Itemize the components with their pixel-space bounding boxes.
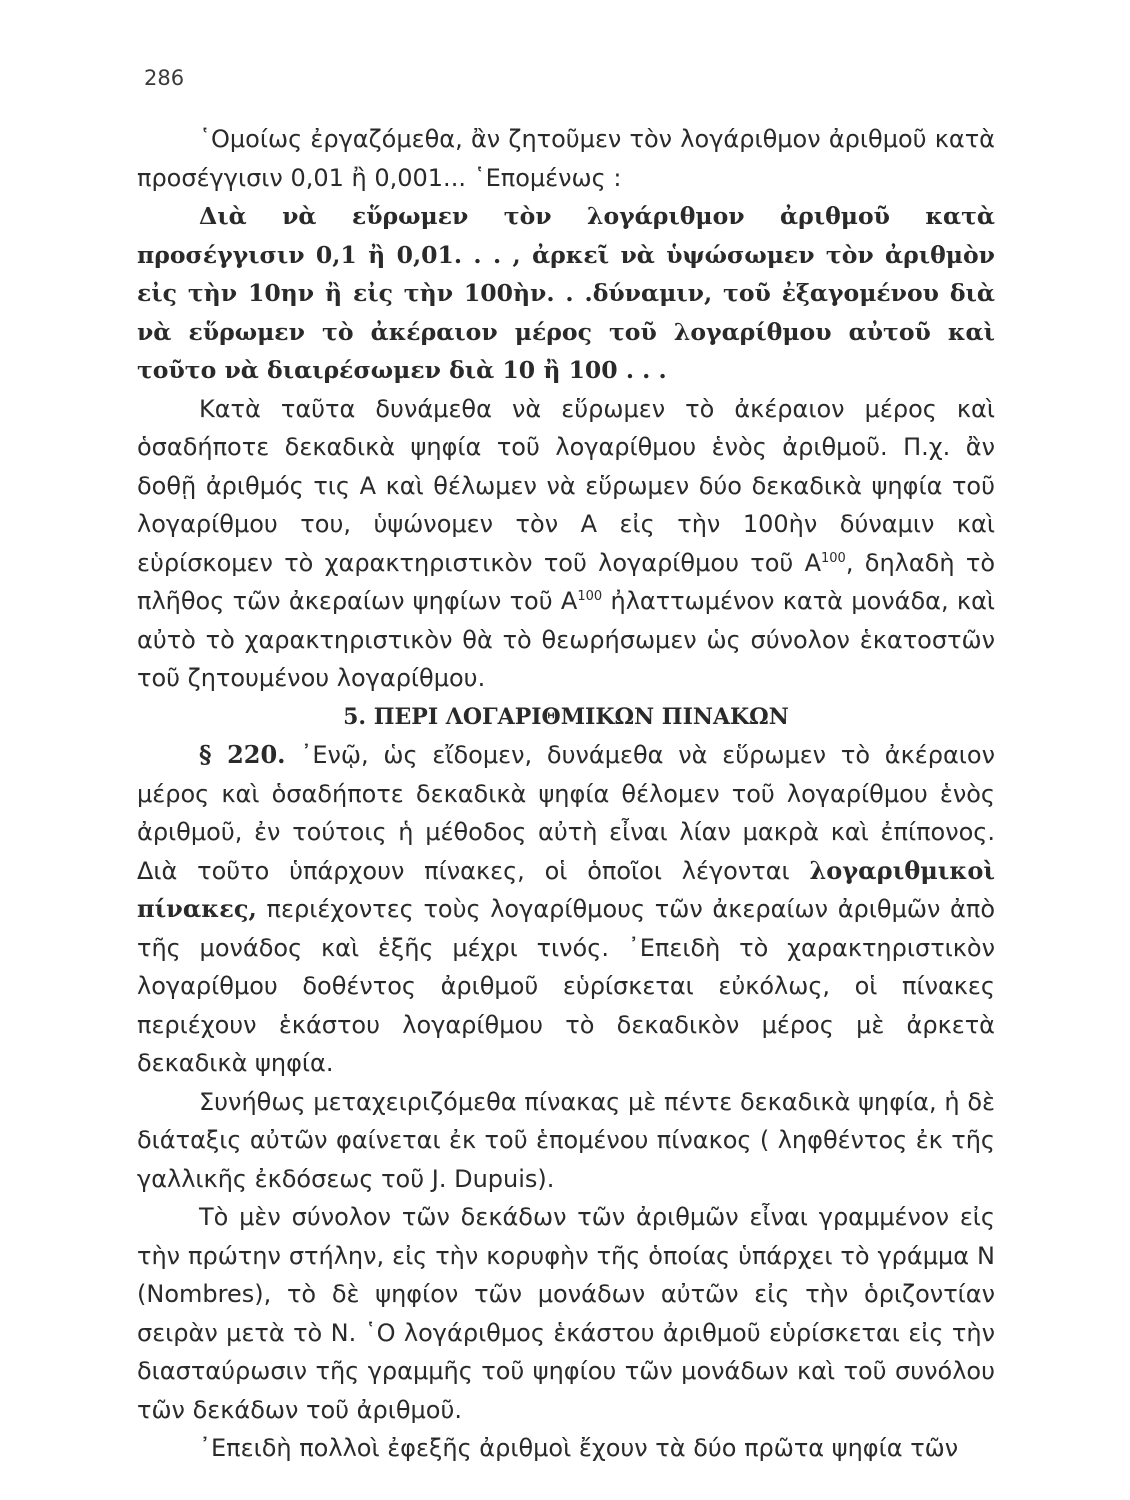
paragraph-4-text-a: ᾿Ενῷ, ὡς εἴδομεν, δυνάμεθα νὰ εὕρωμεν τὸ ἀκέραιον μέρος καὶ ὁσαδήποτε δεκαδικὰ ψηφία θέλομεν τοῦ λογαρίθμου ἑνὸς ἀριθμοῦ, ἐν τούτοις ἡ μέθοδος αὐτὴ εἶναι λίαν μακρὰ καὶ ἐπίπονος. Διὰ τοῦτο ὑπάρχουν πίνακες, οἱ ὁποῖοι λέγονται [137,741,996,885]
superscript-100-b: 100 [577,589,603,604]
paragraph-6: Τὸ μὲν σύνολον τῶν δεκάδων τῶν ἀριθμῶν εἶναι γραμμένον εἰς τὴν πρώτην στήλην, εἰς τὴν κορυφὴν τῆς ὁποίας ὑπάρχει τὸ γράμμα N (Nombres), τὸ δὲ ψηφίον τῶν μονάδων αὐτῶν εἰς τὴν ὁριζοντίαν σειρὰν μετὰ τὸ N. ῾Ο λογάριθμος ἑκάστου ἀριθμοῦ εὑρίσκεται εἰς τὴν διασταύρωσιν τῆς γραμμῆς τοῦ ψηφίου τῶν μονάδων καὶ τοῦ συνόλου τῶν δεκάδων τοῦ ἀριθμοῦ. [137,1203,995,1424]
paragraph-3-text-b: , δηλαδὴ τὸ πλῆθος τῶν ἀκεραίων ψηφίων τοῦ Α [137,548,995,615]
superscript-100-a: 100 [821,550,846,566]
section-mark: § 220. [199,740,286,769]
body-text [137,120,995,1468]
paragraph-3-text-c: ἠλαττωμένον κατὰ μονάδα, καὶ αὐτὸ τὸ χαρακτηριστικὸν θὰ τὸ θεωρήσωμεν ὡς σύνολον ἑκατοστῶν τοῦ ζητουμένου λογαρίθμου. [137,587,996,692]
paragraph-4-text-b: περιέχοντες τοὺς λογαρίθμους τῶν ἀκεραίων ἀριθμῶν ἀπὸ τῆς μονάδος καὶ ἑξῆς μέχρι τινός. ᾿Επειδὴ τὸ χαρακτηριστικὸν λογαρίθμου δοθέντος ἀριθμοῦ εὑρίσκεται εὐκόλως, οἱ πίνακες περιέχουν ἑκάστου λογαρίθμου τὸ δεκαδικὸν μέρος μὲ ἀρκετὰ δεκαδικὰ ψηφία. [137,895,995,1077]
section-heading: 5. ΠΕΡΙ ΛΟΓΑΡΙΘΜΙΚΩΝ ΠΙΝΑΚΩΝ [343,703,789,730]
page-number: 286 [144,66,185,90]
paragraph-7: ᾿Επειδὴ πολλοὶ ἐφεξῆς ἀριθμοὶ ἔχουν τὰ δύο πρῶτα ψηφία τῶν [199,1434,959,1462]
paragraph-3-text-a: Κατὰ ταῦτα δυνάμεθα νὰ εὕρωμεν τὸ ἀκέραιον μέρος καὶ ὁσαδήποτε δεκαδικὰ ψηφία τοῦ λογαρίθμου ἑνὸς ἀριθμοῦ. Π.χ. ἂν δοθῇ ἀριθμός τις Α καὶ θέλωμεν νὰ εὕρωμεν δύο δεκαδικὰ ψηφία τοῦ λογαρίθμου του, ὑψώνομεν τὸν Α εἰς τὴν 100ὴν δύναμιν καὶ εὑρίσκομεν τὸ χαρακτηριστικὸν τοῦ λογαρίθμου τοῦ Α [137,394,995,577]
paragraph-4 [137,736,995,1083]
paragraph-2-rule: Διὰ νὰ εὕρωμεν τὸν λογάριθμον ἀριθμοῦ κατὰ προσέγγισιν 0,1 ἢ 0,01. . . , ἀρκεῖ νὰ ὑψώσωμεν τὸν ἀριθμὸν εἰς τὴν 10ην ἢ εἰς τὴν 100ὴν. . .δύναμιν, τοῦ ἐξαγομένου διὰ νὰ εὕρωμεν τὸ ἀκέραιον μέρος τοῦ λογαρίθμου αὐτοῦ καὶ τοῦτο νὰ διαιρέσωμεν διὰ 10 ἢ 100 . . . [137,202,995,384]
paragraph-1: ῾Ομοίως ἐργαζόμεθα, ἂν ζητοῦμεν τὸν λογάριθμον ἀριθμοῦ κατὰ προσέγγισιν 0,01 ἢ 0,001... ῾Επομένως : [137,125,995,192]
bold-term: λογαριθμικοὶ πίνακες, [137,855,995,923]
paragraph-3 [137,390,995,698]
paragraph-5: Συνήθως μεταχειριζόμεθα πίνακας μὲ πέντε δεκαδικὰ ψηφία, ἡ δὲ διάταξις αὐτῶν φαίνεται ἐκ τοῦ ἑπομένου πίνακος ( ληφθέντος ἐκ τῆς γαλλικῆς ἐκδόσεως τοῦ J. Dupuis). [137,1087,995,1193]
